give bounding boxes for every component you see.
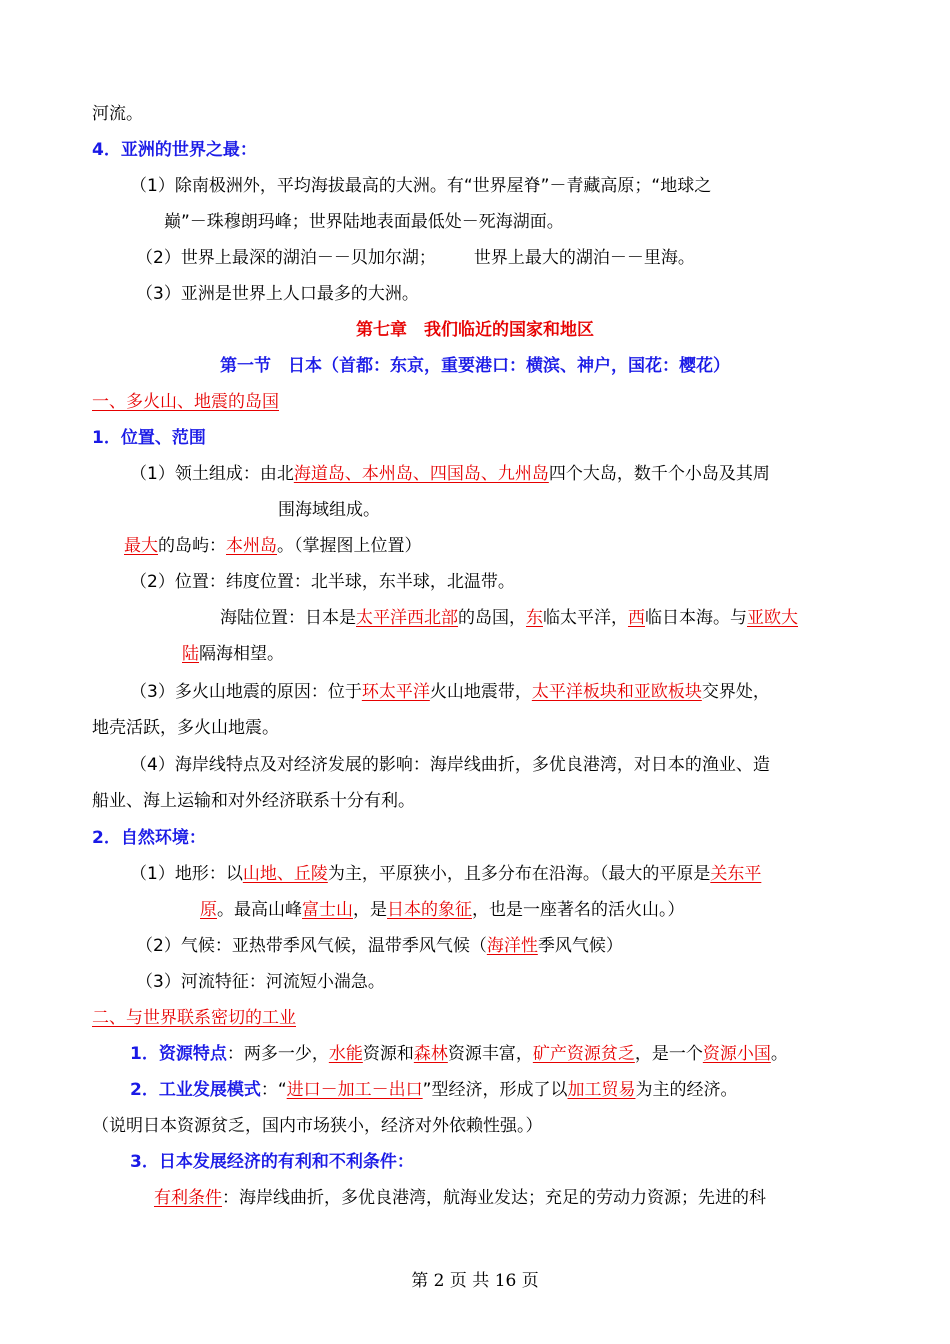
text-span: 为主，平原狭小，且多分布在沿海。（最大的平原是 <box>327 864 711 884</box>
highlight: 资源小国 <box>702 1044 771 1064</box>
text-line <box>130 680 770 704</box>
text-line: 围海域组成。 <box>278 500 380 520</box>
text-span: 。 <box>770 1044 788 1064</box>
text-span: 。最高山峰 <box>217 900 302 920</box>
highlight: 加工贸易 <box>567 1080 636 1100</box>
text-line: （3）河流特征：河流短小湍急。 <box>136 972 385 992</box>
highlight: 富士山 <box>302 900 353 920</box>
highlight: 西 <box>628 608 645 628</box>
text-line: （4）海岸线特点及对经济发展的影响：海岸线曲折，多优良港湾，对日本的渔业、造 <box>130 755 770 775</box>
text-line <box>136 934 623 958</box>
text-span: 临太平洋， <box>543 608 628 628</box>
text-span: 临日本海。与 <box>645 608 747 628</box>
highlight: 海洋性 <box>486 936 538 956</box>
text-line <box>130 1042 788 1066</box>
text-span: ：两多一少， <box>226 1044 329 1064</box>
chapter-title: 第七章 我们临近的国家和地区 <box>356 320 594 340</box>
highlight: 陆 <box>182 644 199 664</box>
highlight: 矿产资源贫乏 <box>532 1044 635 1064</box>
part-heading: 一、多火山、地震的岛国 <box>92 392 279 412</box>
highlight: 东 <box>526 608 543 628</box>
page-footer: 第 2 页 共 16 页 <box>411 1271 539 1291</box>
highlight: 环太平洋 <box>361 682 430 702</box>
heading-asia-records: 4．亚洲的世界之最： <box>92 140 257 160</box>
highlight: 水能 <box>328 1044 363 1064</box>
highlight: 太平洋板块和亚欧板块 <box>531 682 702 702</box>
text-span: 季风气候） <box>537 936 623 956</box>
text-span: 交界处， <box>701 682 770 702</box>
highlight: 有利条件 <box>154 1188 222 1208</box>
text-span: 海陆位置：日本是 <box>220 608 356 628</box>
highlight: 山地、丘陵 <box>242 864 328 884</box>
text-span: 。（掌握图上位置） <box>277 536 422 556</box>
text-span: ，是一个 <box>634 1044 703 1064</box>
text-line <box>136 246 695 270</box>
text-line <box>130 1078 737 1102</box>
highlight: 最大 <box>124 536 158 556</box>
text-line: （3）亚洲是世界上人口最多的大洲。 <box>136 284 419 304</box>
highlight: 关东平 <box>710 864 762 884</box>
text-line: 巅”－珠穆朗玛峰；世界陆地表面最低处－死海湖面。 <box>164 212 564 232</box>
text-span: 隔海相望。 <box>199 644 284 664</box>
text-span: ：海岸线曲折，多优良港湾，航海业发达；充足的劳动力资源；先进的科 <box>222 1188 766 1208</box>
text-line <box>130 862 761 886</box>
text-line <box>154 1186 766 1210</box>
text-line: （说明日本资源贫乏，国内市场狭小，经济对外依赖性强。） <box>92 1116 543 1136</box>
highlight: 日本的象征 <box>387 900 472 920</box>
highlight: 本州岛 <box>226 536 277 556</box>
text-span: （1）地形：以 <box>130 864 243 884</box>
highlight: 进口－加工－出口 <box>286 1080 423 1100</box>
text-span: 资源丰富， <box>447 1044 533 1064</box>
text-span: 的岛国， <box>458 608 526 628</box>
text-span: 的岛屿： <box>158 536 226 556</box>
highlight: 森林 <box>413 1044 448 1064</box>
highlight: 原 <box>200 900 217 920</box>
section-title: 第一节 日本（首都：东京，重要港口：横滨、神户，国花：樱花） <box>220 356 730 376</box>
text-span: 世界上最大的湖泊－－里海。 <box>473 248 695 268</box>
text-line <box>200 898 685 922</box>
part-heading: 二、与世界联系密切的工业 <box>92 1008 296 1028</box>
highlight: 亚欧大 <box>747 608 798 628</box>
text-span: （1）领土组成：由北 <box>130 464 294 484</box>
text-line: 船业、海上运输和对外经济联系十分有利。 <box>92 791 415 811</box>
text-line <box>130 462 770 486</box>
text-line <box>220 606 798 630</box>
text-span: 为主的经济。 <box>635 1080 738 1100</box>
text-span: 资源和 <box>362 1044 414 1064</box>
text-line: （2）位置：纬度位置：北半球，东半球，北温带。 <box>130 572 515 592</box>
text-span: 火山地震带， <box>429 682 532 702</box>
text-span: （3）多火山地震的原因：位于 <box>130 682 362 702</box>
text-span: ：“ <box>260 1080 287 1100</box>
text-line <box>182 642 284 666</box>
text-span: ，也是一座著名的活火山。） <box>472 900 685 920</box>
subheading: 3．日本发展经济的有利和不利条件： <box>130 1152 414 1172</box>
text-span: ”型经济，形成了以 <box>422 1080 568 1100</box>
item-heading: 2．工业发展模式 <box>130 1080 261 1100</box>
subheading: 1．位置、范围 <box>92 428 206 448</box>
highlight: 海道岛、本州岛、四国岛、九州岛 <box>293 464 549 484</box>
item-heading: 1．资源特点 <box>130 1044 227 1064</box>
text-line: （1）除南极洲外，平均海拔最高的大洲。有“世界屋脊”－青藏高原；“地球之 <box>130 176 712 196</box>
text-span: 四个大岛，数千个小岛及其周 <box>548 464 770 484</box>
highlight: 太平洋西北部 <box>356 608 458 628</box>
subheading: 2．自然环境： <box>92 828 206 848</box>
text-line <box>124 534 422 558</box>
text-span: （2）气候：亚热带季风气候，温带季风气候（ <box>136 936 487 956</box>
text-span: （2）世界上最深的湖泊－－贝加尔湖； <box>136 248 436 268</box>
text-line: 河流。 <box>92 104 143 124</box>
text-span: ，是 <box>353 900 387 920</box>
text-line: 地壳活跃，多火山地震。 <box>92 718 279 738</box>
